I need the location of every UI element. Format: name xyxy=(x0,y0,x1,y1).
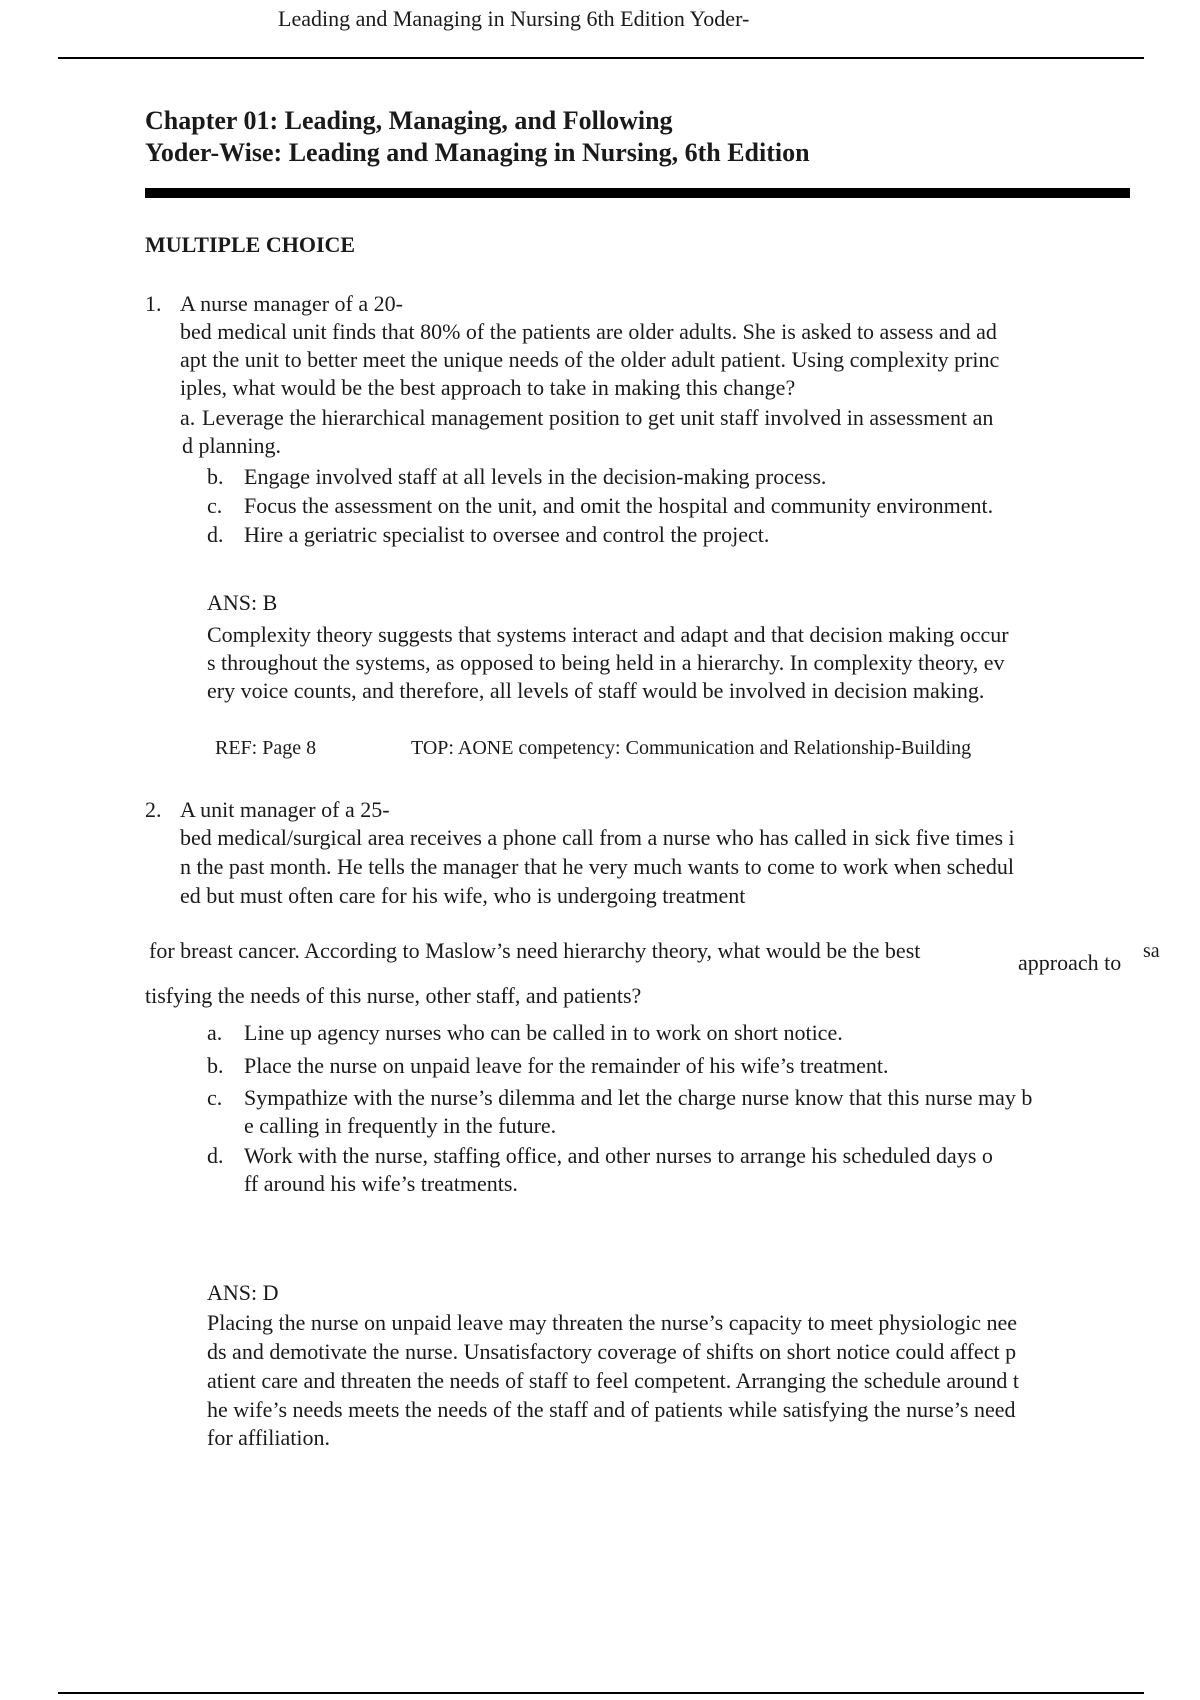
option-b-text: Place the nurse on unpaid leave for the remainder of his wife’s treatment. xyxy=(244,1053,889,1078)
question-stem-line: bed medical unit finds that 80% of the patients are older adults. She is asked to assess and ad xyxy=(180,319,997,344)
option-d-text: Work with the nurse, staffing office, and other nurses to arrange his scheduled days o xyxy=(244,1143,993,1168)
question-stem-line: n the past month. He tells the manager that he very much wants to come to work when schedul xyxy=(180,854,1014,879)
question-stem-line: A unit manager of a 25- xyxy=(180,797,390,822)
option-a-text: Line up agency nurses who can be called in to work on short notice. xyxy=(244,1020,843,1045)
option-letter: b. xyxy=(207,1053,224,1078)
section-heading: MULTIPLE CHOICE xyxy=(145,232,356,257)
question-stem-line: apt the unit to better meet the unique needs of the older adult patient. Using complexity princ xyxy=(180,347,1000,372)
question-number: 1. xyxy=(145,291,162,316)
option-letter: d. xyxy=(207,1143,224,1168)
topic: TOP: AONE competency: Communication and Relationship-Building xyxy=(411,737,972,759)
title-rule xyxy=(145,188,1130,198)
option-letter: b. xyxy=(207,464,224,489)
question-stem-line: A nurse manager of a 20- xyxy=(180,291,403,316)
rationale-line: for affiliation. xyxy=(207,1425,330,1450)
option-a-text: Leverage the hierarchical management position to get unit staff involved in assessment an xyxy=(202,405,994,430)
option-letter: a. xyxy=(207,1020,223,1045)
option-c-text: e calling in frequently in the future. xyxy=(244,1113,557,1138)
question-stem-fragment: sa xyxy=(1143,940,1160,962)
question-stem-line: iples, what would be the best approach to take in making this change? xyxy=(180,375,796,400)
rationale-line: ds and demotivate the nurse. Unsatisfactory coverage of shifts on short notice could affect p xyxy=(207,1339,1017,1364)
option-d-text: ff around his wife’s treatments. xyxy=(244,1171,518,1196)
rationale-line: Complexity theory suggests that systems interact and adapt and that decision making occur xyxy=(207,622,1009,647)
rationale-line: ery voice counts, and therefore, all levels of staff would be involved in decision making. xyxy=(207,678,985,703)
answer-key: ANS: B xyxy=(207,590,278,615)
option-c-text: Sympathize with the nurse’s dilemma and let the charge nurse know that this nurse may b xyxy=(244,1085,1033,1110)
book-title: Yoder-Wise: Leading and Managing in Nursing, 6th Edition xyxy=(145,138,810,167)
question-stem-line: bed medical/surgical area receives a phone call from a nurse who has called in sick five times i xyxy=(180,825,1015,850)
footer-rule xyxy=(58,1692,1144,1694)
question-stem-line: tisfying the needs of this nurse, other staff, and patients? xyxy=(145,983,642,1008)
header-rule xyxy=(58,57,1144,59)
rationale-line: s throughout the systems, as opposed to being held in a hierarchy. In complexity theory, ev xyxy=(207,650,1005,675)
option-letter: a. xyxy=(180,405,196,430)
rationale-line: Placing the nurse on unpaid leave may threaten the nurse’s capacity to meet physiologic nee xyxy=(207,1310,1018,1335)
question-number: 2. xyxy=(145,797,162,822)
option-a-text: d planning. xyxy=(182,433,281,458)
question-stem-line: ed but must often care for his wife, who is undergoing treatment xyxy=(180,883,746,908)
rationale-line: he wife’s needs meets the needs of the staff and of patients while satisfying the nurse’s need xyxy=(207,1397,1016,1422)
option-b-text: Engage involved staff at all levels in the decision-making process. xyxy=(244,464,827,489)
running-header: Leading and Managing in Nursing 6th Edition Yoder- xyxy=(278,6,750,31)
option-c-text: Focus the assessment on the unit, and omit the hospital and community environment. xyxy=(244,493,994,518)
answer-key: ANS: D xyxy=(207,1280,279,1305)
question-stem-line: for breast cancer. According to Maslow’s need hierarchy theory, what would be the best xyxy=(149,938,921,963)
rationale-line: atient care and threaten the needs of staff to feel competent. Arranging the schedule around t xyxy=(207,1368,1020,1393)
option-letter: c. xyxy=(207,1085,223,1110)
reference: REF: Page 8 xyxy=(215,737,317,759)
option-letter: c. xyxy=(207,493,223,518)
option-letter: d. xyxy=(207,522,224,547)
option-d-text: Hire a geriatric specialist to oversee and control the project. xyxy=(244,522,770,547)
chapter-title: Chapter 01: Leading, Managing, and Following xyxy=(145,106,673,135)
question-stem-fragment: approach to xyxy=(1018,950,1122,975)
